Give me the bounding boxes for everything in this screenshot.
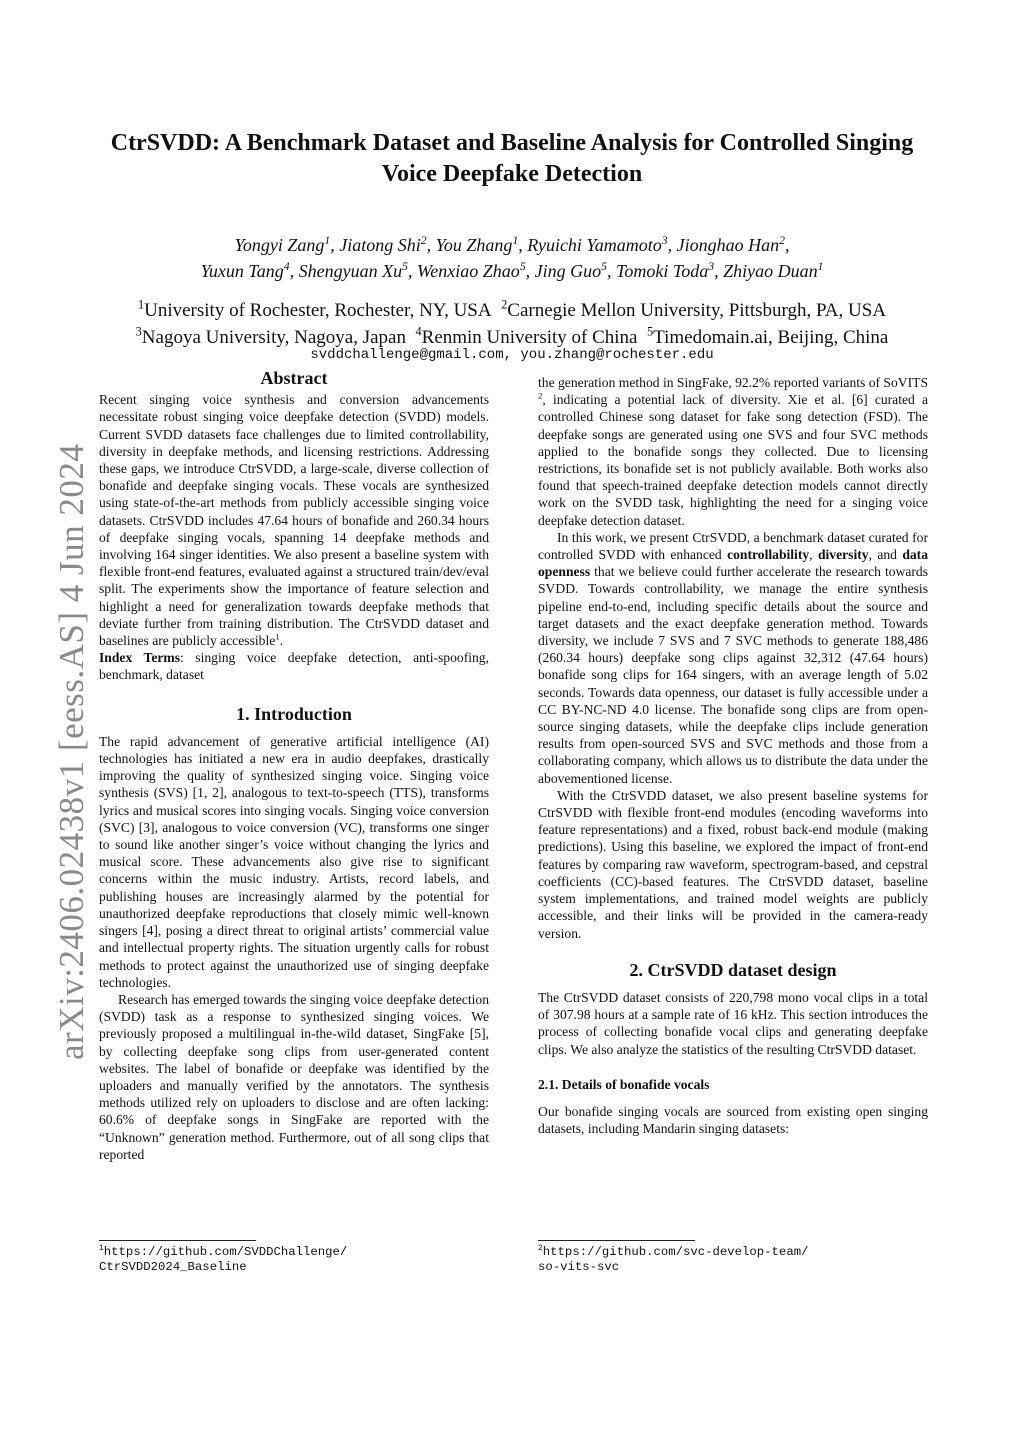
affiliation: University of Rochester, Rochester, NY, USA <box>144 300 492 321</box>
author-line-1: Yongyi Zang$^1$, Jiatong Shi$^2$, You Zhang$^1$, Ryuichi Yamamoto$^3$, Jionghao Han$^2$, <box>234 234 790 255</box>
intro-paragraph-3: In this work, we present CtrSVDD, a benchmark dataset curated for controlled SVDD with enhanced controllability, diversity, and data openness that we believe could further accelerate the research towards SVDD. Towards controllability, we manage the entire synthesis pipeline end-to-end, including specific details about the source and target datasets and the exact deepfake generation method. Towards diversity, we include 7 SVS and 7 SVC methods to generate 188,486 (260.34 hours) deepfake song clips against 32,312 (47.64 hours) bonafide song clips for 164 singers, with an average length of 5.02 seconds. Towards data openness, our dataset is fully accessible under a CC BY-NC-ND 4.0 license. The bonafide song clips are from open-source singing datasets, while the deepfake clips include generation results from open-sourced SVS and SVC methods and those from a collaborating company, which allows us to distribute the data under the abovementioned license. <box>538 529 928 786</box>
affiliation-line-2: $^3$Nagoya University, Nagoya, Japan $^4$Renmin University of China $^5$Timedomain.ai, Beijing, China <box>135 324 889 348</box>
affiliation: Carnegie Mellon University, Pittsburgh, PA, USA <box>507 300 887 321</box>
section-heading-introduction: 1. Introduction <box>236 703 352 724</box>
index-terms: Index Terms: singing voice deepfake detection, anti-spoofing, benchmark, dataset <box>99 650 489 683</box>
author-name: Zhiyao Duan <box>723 261 818 281</box>
author-line-2: Yuxun Tang$^4$, Shengyuan Xu$^5$, Wenxiao Zhao$^5$, Jing Guo$^5$, Tomoki Toda$^3$, Zhiyao Duan$^1$ <box>200 260 824 281</box>
footnote-ref[interactable]: 1 <box>275 631 280 642</box>
paper-title <box>60 128 964 190</box>
footnote-rule <box>538 1240 695 1241</box>
author-name: Shengyuan Xu <box>298 261 403 281</box>
design-paragraph-1: The CtrSVDD dataset consists of 220,798 mono vocal clips in a total of 307.98 hours at a sample rate of 16 kHz. This section introduces the process of collecting bonafide vocal clips and generating deepfake clips. We also analyze the statistics of the resulting CtrSVDD dataset. <box>538 989 928 1057</box>
footnote-1-url[interactable]: $^1$https://github.com/SVDDChallenge/ CtrSVDD2024_Baseline <box>99 1243 348 1274</box>
author-name: Yuxun Tang <box>200 261 284 281</box>
right-column <box>538 374 928 1137</box>
intro-paragraph-1: The rapid advancement of generative artificial intelligence (AI) technologies has initiated a new era in audio deepfakes, drastically improving the quality of synthesized singing voice. Singing voice synthesis (SVS) [1, 2], analogous to text-to-speech (TTS), transforms lyrics and musical scores into singing vocals. Singing voice conversion (SVC) [3], analogous to voice conversion (VC), transforms one singer to sound like another singer’s voice without changing the lyrics and musical score. These advancements also give rise to significant concerns within the music industry. Artists, record labels, and publishing houses are increasingly alarmed by the potential for unauthorized deepfake reproductions that closely mimic well-known singers [4], posing a direct threat to original artists’ commercial value and intellectual property rights. The situation urgently calls for robust methods to protect against the unauthorized use of singing deepfake technologies. <box>99 733 489 990</box>
affiliations <box>60 297 964 351</box>
abstract-text: Recent singing voice synthesis and conversion advancements necessitate robust singing voice deepfake detection (SVDD) models. Current SVDD datasets face challenges due to limited controllability, diversity in deepfake methods, and licensing restrictions. Addressing these gaps, we introduce CtrSVDD, a large-scale, diverse collection of bonafide and deepfake singing vocals. These vocals are synthesized using state-of-the-art methods from publicly accessible singing voice datasets. CtrSVDD includes 47.64 hours of bonafide and 260.34 hours of deepfake singing vocals, spanning 14 deepfake methods and involving 164 singer identities. We also present a baseline system with flexible front-end features, evaluated against a structured train/dev/eval split. The experiments show the importance of feature selection and highlight a need for generalization towards deepfake methods that deviate further from training distribution. The CtrSVDD dataset and baselines are publicly accessible$^1$. <box>99 392 489 649</box>
affiliation-line-1: $^1$University of Rochester, Rochester, NY, USA $^2$Carnegie Mellon University, Pittsburgh, PA, USA <box>137 297 887 321</box>
author-name: Jiatong Shi <box>339 235 421 255</box>
author-name: Jionghao Han <box>676 235 780 255</box>
footnote-rule <box>99 1240 256 1241</box>
author-name: Jing Guo <box>534 261 602 281</box>
author-list <box>60 232 964 284</box>
affiliation: Nagoya University, Nagoya, Japan <box>141 327 406 348</box>
contact-emails[interactable]: svddchallenge@gmail.com, you.zhang@rochester.edu <box>310 347 714 363</box>
footnote-1 <box>99 1240 489 1275</box>
affiliation: Timedomain.ai, Beijing, China <box>653 327 889 348</box>
author-name: Ryuichi Yamamoto <box>527 235 662 255</box>
title-line-2: Voice Deepfake Detection <box>381 161 643 187</box>
affiliation: Renmin University of China <box>421 327 638 348</box>
intro-paragraph-2-continued: the generation method in SingFake, 92.2% reported variants of SoVITS $^2$, indicating a potential lack of diversity. Xie et al. [6] curated a controlled Chinese song dataset for fake song detection (FSD). The deepfake songs are generated using one SVS and four SVC methods applied to the bonafide songs they collected. Due to licensing restrictions, its bonafide set is not publicly available. Both works also found that speech-trained deepfake detection models cannot directly work on the SVDD task, highlighting the need for a singing voice deepfake detection dataset. <box>538 375 928 528</box>
intro-paragraph-2: Research has emerged towards the singing voice deepfake detection (SVDD) task as a response to synthesized singing voices. We previously proposed a multilingual in-the-wild dataset, SingFake [5], by collecting deepfake song clips from user-generated content websites. The label of bonafide or deepfake was identified by the uploaders and manually verified by the annotators. The synthesis methods utilized rely on uploaders to disclose and are often lacking: 60.6% of deepfake songs in SingFake are reported with the “Unknown” generation method. Furthermore, out of all song clips that reported <box>99 991 489 1162</box>
abstract-heading: Abstract <box>260 368 328 388</box>
footnote-2 <box>538 1240 928 1275</box>
author-name: Wenxiao Zhao <box>416 261 520 281</box>
left-column <box>99 370 489 1163</box>
author-name: You Zhang <box>435 235 513 255</box>
arxiv-identifier: arXiv:2406.02438v1 [eess.AS] 4 Jun 2024 <box>52 443 91 1060</box>
footnote-2-url[interactable]: $^2$https://github.com/svc-develop-team/ so-vits-svc <box>538 1243 809 1274</box>
subsection-heading-bonafide: 2.1. Details of bonafide vocals <box>538 1076 710 1092</box>
intro-paragraph-4: With the CtrSVDD dataset, we also present baseline systems for CtrSVDD with flexible front-end modules (encoding waveforms into feature representations) and a fixed, robust back-end module (making predictions). Using this baseline, we explored the impact of front-end features by comparing raw waveform, spectrogram-based, and cepstral coefficients (CC)-based features. The CtrSVDD dataset, baseline system implementations, and trained model weights are publicly accessible, and their links will be provided in the camera-ready version. <box>538 787 928 941</box>
author-name: Yongyi Zang <box>234 235 325 255</box>
section-heading-dataset-design: 2. CtrSVDD dataset design <box>629 959 837 980</box>
title-line-1: CtrSVDD: A Benchmark Dataset and Baseline Analysis for Controlled Singing <box>110 130 914 156</box>
design-paragraph-2: Our bonafide singing vocals are sourced from existing open singing datasets, including Mandarin singing datasets: <box>538 1103 928 1137</box>
author-name: Tomoki Toda <box>616 261 709 281</box>
footnote-ref[interactable]: 2 <box>538 390 543 401</box>
